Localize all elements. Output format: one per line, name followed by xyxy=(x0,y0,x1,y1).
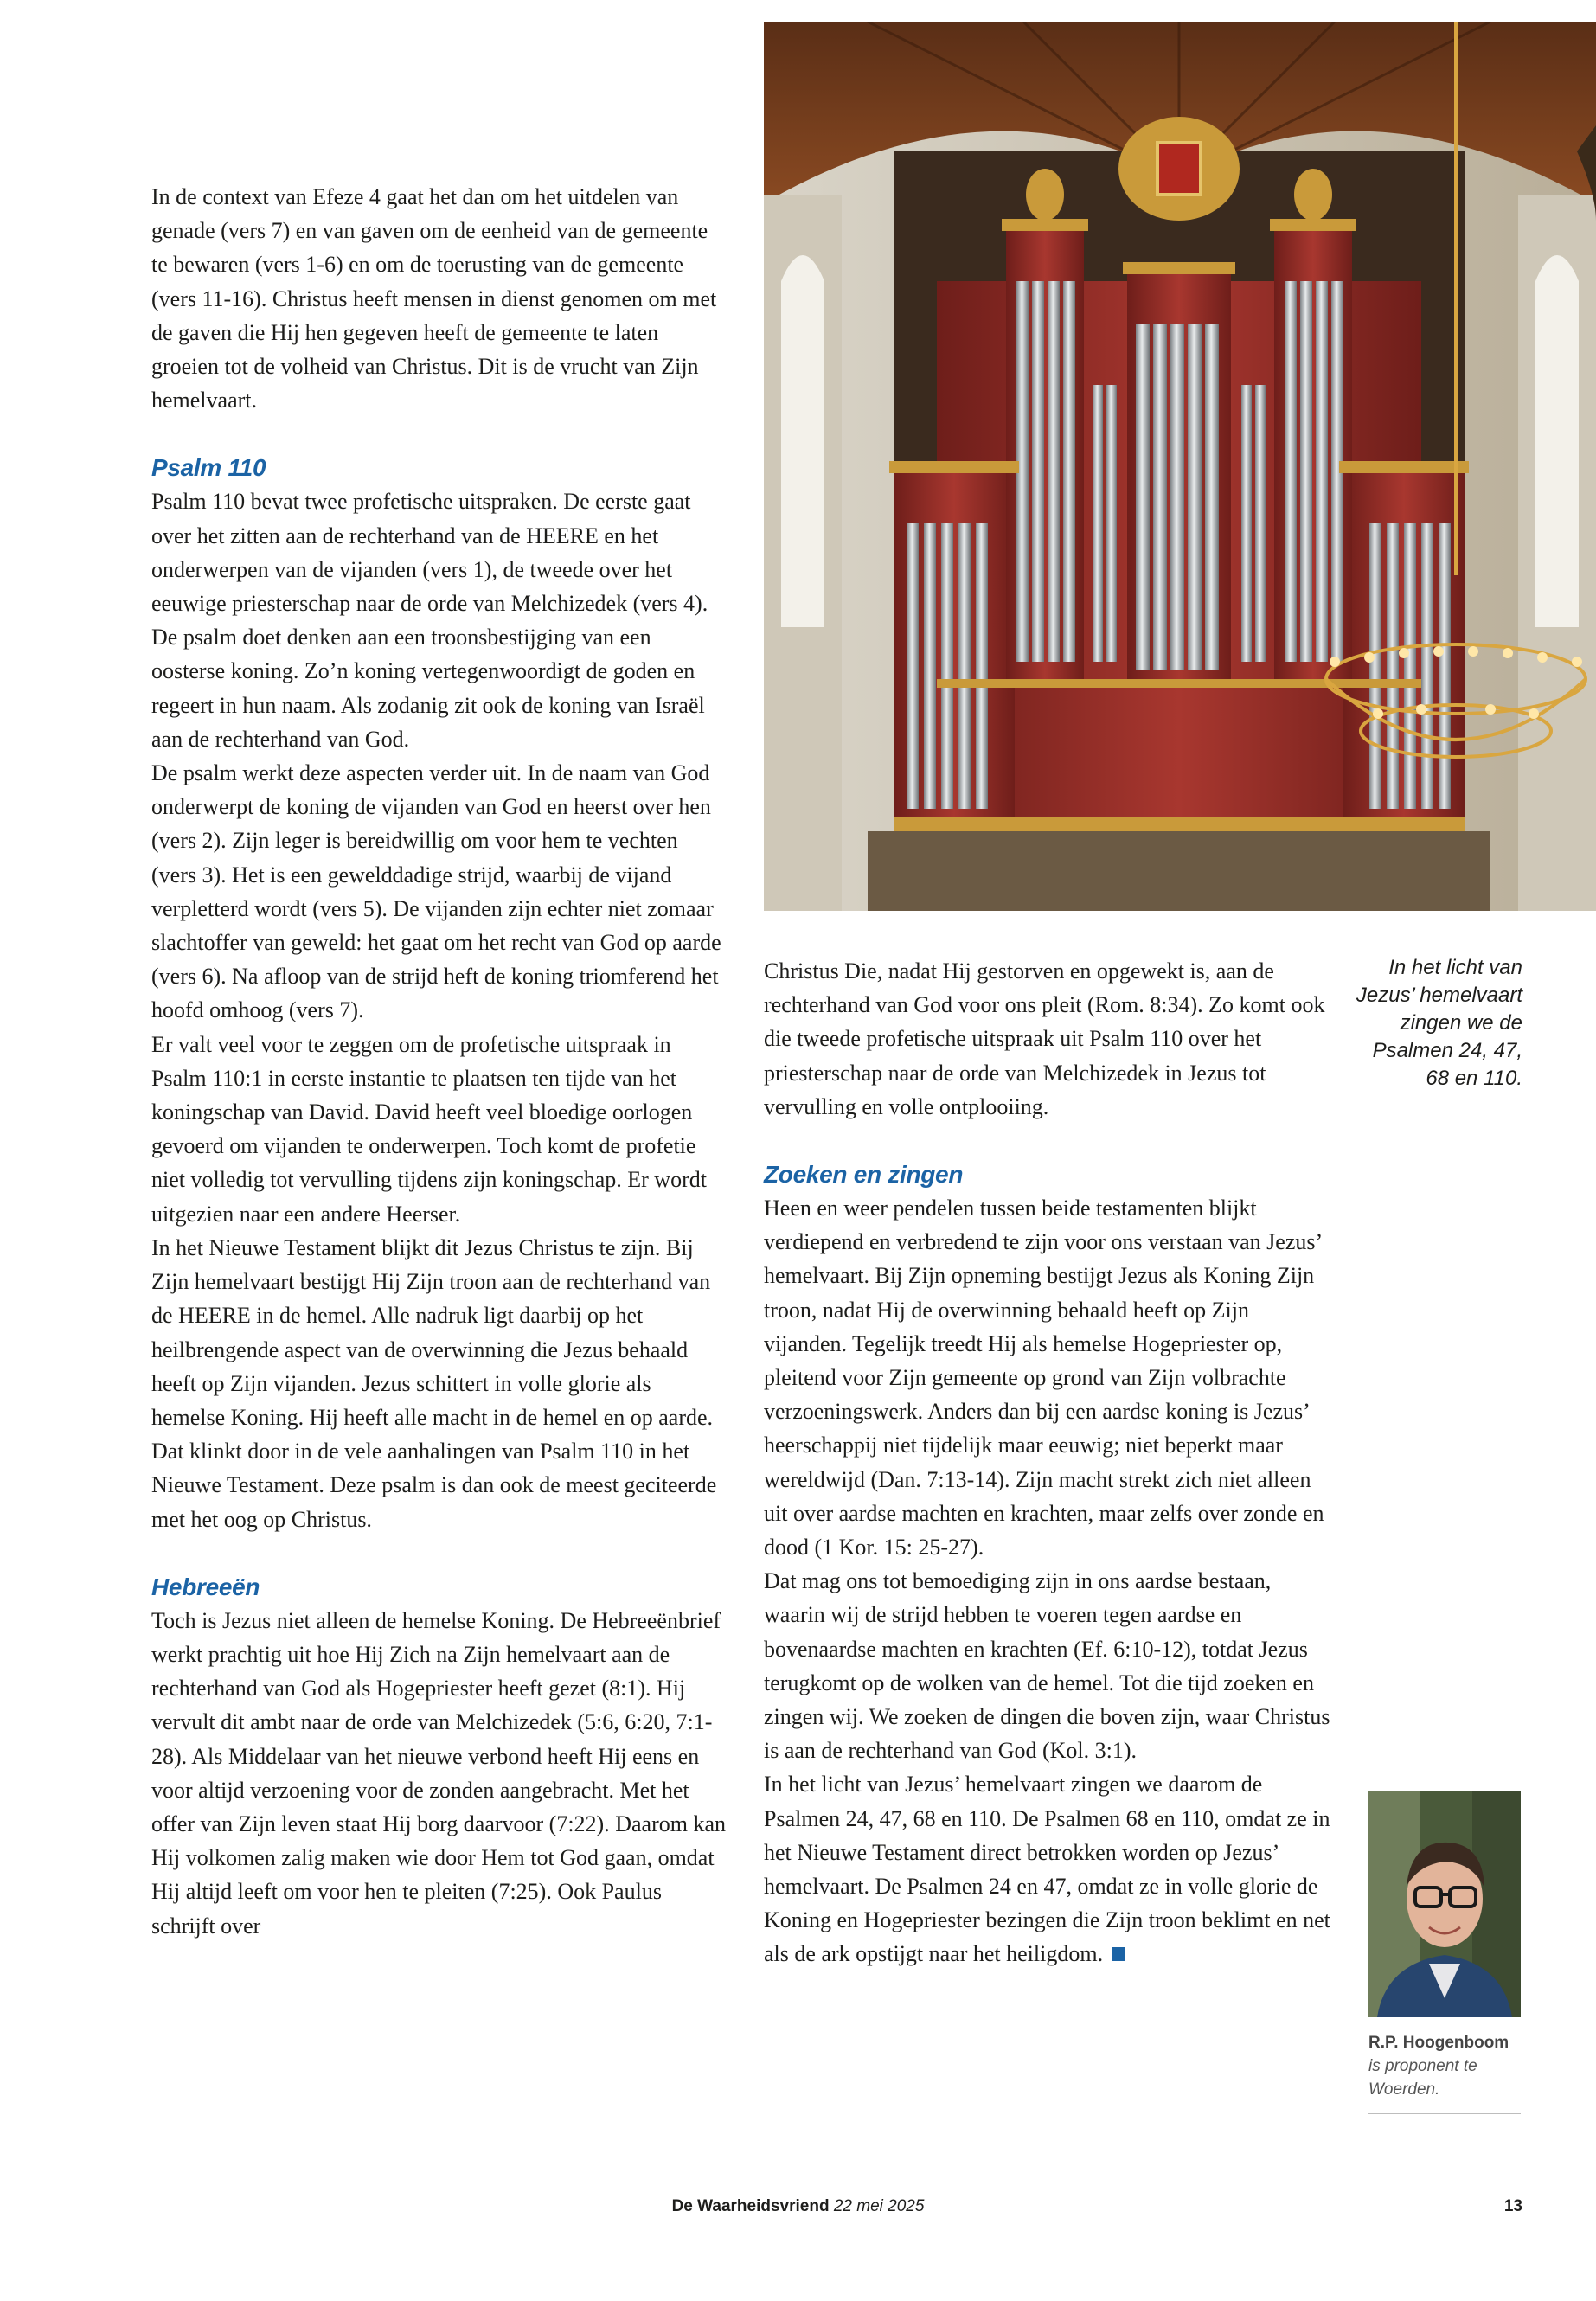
author-caption xyxy=(1368,2031,1521,2114)
intro-paragraph: In de context van Efeze 4 gaat het dan om het uitdelen van genade (vers 7) en van gaven om de eenheid van de gemeente te bewaren (vers 1-6) en om de toerusting van de gemeente (vers 11-16). Christus heeft mensen in dienst genomen om met de gaven die Hij hen gegeven heeft de gemeente te laten groeien tot de volheid van Christus. Dit is de vrucht van Zijn hemelvaart. xyxy=(151,184,717,413)
author-role-line-1: is proponent te xyxy=(1368,2057,1477,2075)
zoeken-paragraph-1: Heen en weer pendelen tussen beide testamenten blijkt verdiepend en verbredend te zijn voor ons verstaan van Jezus’ hemelvaart. Bij Zijn opneming bestijgt Jezus als Koning Zijn troon, nadat Hij de overwinning behaald heeft op Zijn vijanden. Tegelijk treedt Hij als hemelse Hogepriester op, pleitend voor Zijn gemeente op grond van Zijn volbrachte verzoeningswerk. Anders dan bij een aardse koning is Jezus’ heerschappij niet tijdelijk maar eeuwig; niet beperkt maar wereldwijd (Dan. 7:13-14). Zijn macht strekt zich niet alleen uit over aardse machten en krachten, maar zelfs over zonde en dood (1 Kor. 15: 25-27). xyxy=(764,1195,1324,1561)
footer-publication xyxy=(0,2197,1596,2216)
author-name: R.P. Hoogenboom xyxy=(1368,2034,1509,2052)
zoeken-paragraph-2: Dat mag ons tot bemoediging zijn in ons aardse bestaan, waarin wij de strijd hebben te voeren tegen aardse en bovenaardse machten en krachten (Ef. 6:10-12), totdat Jezus terugkomt op de wolken van de hemel. Tot die tijd zoeken en zingen wij. We zoeken de dingen die boven zijn, waar Christus is aan de rechterhand van God (Kol. 3:1). xyxy=(764,1568,1330,1764)
end-of-article-mark xyxy=(1112,1947,1125,1961)
organ-photo xyxy=(764,22,1596,911)
footer-magazine-name: De Waarheidsvriend xyxy=(671,2197,830,2215)
psalm110-paragraph-2: De psalm werkt deze aspecten verder uit. In de naam van God onderwerpt de koning de vijanden van God en heerst over hen (vers 2). Zijn leger is bereidwillig om voor hem te vechten (vers 3). Het is een gewelddadige strijd, waarbij de vijand verpletterd wordt (vers 5). De vijanden zijn echter niet zomaar slachtoffer van geweld: het gaat om het recht van God op aarde (vers 6). Na afloop van de strijd heft de koning triomferend het hoofd omhoog (vers 7). xyxy=(151,760,721,1023)
left-column xyxy=(151,180,727,1943)
footer-date: 22 mei 2025 xyxy=(833,2197,925,2215)
middle-column xyxy=(764,954,1330,1971)
zoeken-paragraph-3 xyxy=(764,1767,1330,1971)
heading-hebreeen: Hebreeën xyxy=(151,1573,260,1600)
psalm110-paragraph-3: Er valt veel voor te zeggen om de profetische uitspraak in Psalm 110:1 in eerste instantie te plaatsen ten tijde van het koningschap van David. David heeft veel bloedige oorlogen gevoerd om vijanden te onderwerpen. Toch komt de profetie niet volledig tot vervulling tijdens zijn koningschap. Er wordt uitgezien naar een andere Heerser. xyxy=(151,1031,707,1227)
zoeken-paragraph-3-text: In het licht van Jezus’ hemelvaart zingen we daarom de Psalmen 24, 47, 68 en 110. De Psalmen 68 en 110, omdat ze in het Nieuwe Testament direct betrokken worden op Jezus’ hemelvaart. De Psalmen 24 en 47, omdat ze in volle glorie de Koning en Hogepriester bezingen die Zijn troon beklimt en net als de ark opstijgt naar het heiligdom. xyxy=(764,1772,1330,1967)
heading-zoeken-en-zingen: Zoeken en zingen xyxy=(764,1161,964,1189)
continuation-paragraph: Christus Die, nadat Hij gestorven en opgewekt is, aan de rechterhand van God voor ons pleit (Rom. 8:34). Zo komt ook die tweede profetische uitspraak uit Psalm 110 over het priesterschap naar de orde van Melchizedek in Jezus tot vervulling en volle ontplooiing. xyxy=(764,958,1325,1119)
hebreeen-paragraph-1: Toch is Jezus niet alleen de hemelse Koning. De Hebreeënbrief werkt prachtig uit hoe Hij Zich na Zijn hemelvaart aan de rechterhand van God als Hogepriester heeft gezet (8:1). Hij vervult dit ambt naar de orde van Melchizedek (5:6, 6:20, 7:1-28). Als Middelaar van het nieuwe verbond heeft Hij eens en voor altijd verzoening voor de zonden aangebracht. Met het offer van Zijn leven staat Hij borg daarvoor (7:22). Daarom kan Hij volkomen zalig maken wie door Hem tot God gaan, omdat Hij altijd leeft om voor hen te pleiten (7:25). Ook Paulus schrijft over xyxy=(151,1607,726,1939)
psalm110-paragraph-1: Psalm 110 bevat twee profetische uitspraken. De eerste gaat over het zitten aan de rechterhand van de HEERE en het onderwerpen van de vijanden (vers 1), de tweede over het eeuwige priesterschap naar de orde van Melchizedek (vers 4). De psalm doet denken aan een troonsbestijging van een oosterse koning. Zo’n koning vertegenwoordigt de goden en regeert in hun naam. Als zodanig zit ook de koning van Israël aan de rechterhand van God. xyxy=(151,489,708,752)
author-role-line-2: Woerden. xyxy=(1368,2080,1440,2099)
heading-psalm-110: Psalm 110 xyxy=(151,454,266,482)
page-number: 13 xyxy=(1503,2197,1522,2215)
author-portrait xyxy=(1368,1791,1521,2017)
pull-quote: In het licht van Jezus’ hemelvaart zingen we de Psalmen 24, 47, 68 en 110. xyxy=(1356,956,1522,1090)
psalm110-paragraph-4: In het Nieuwe Testament blijkt dit Jezus Christus te zijn. Bij Zijn hemelvaart bestijgt Hij Zijn troon aan de rechterhand van de HEERE in de hemel. Alle nadruk ligt daarbij op het heilbrengende aspect van de overwinning die Jezus behaald heeft op Zijn vijanden. Jezus schittert in volle glorie als hemelse Koning. Hij heeft alle macht in de hemel en op aarde. Dat klinkt door in de vele aanhalingen van Psalm 110 in het Nieuwe Testament. Deze psalm is dan ook de meest geciteerde met het oog op Christus. xyxy=(151,1234,717,1532)
